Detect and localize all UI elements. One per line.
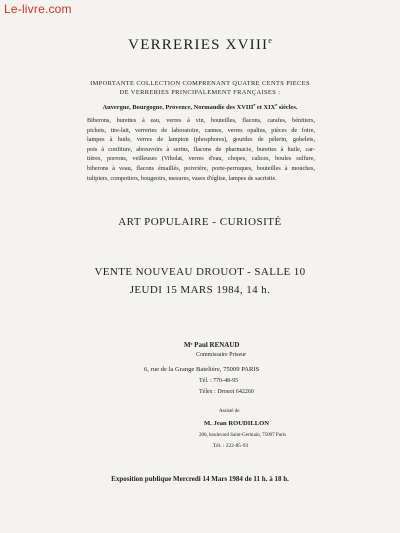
auctioneer-role: Commissaire Priseur (196, 352, 247, 358)
sale-venue: VENTE NOUVEAU DROUOT - SALLE 10 (94, 266, 306, 278)
items-line: tières, porrons, veilleuses (Viholat, verres d'eau, chopes, calices, boules sulfure, (87, 155, 315, 163)
title-superscript: e (268, 36, 272, 45)
expert-name: M. Jean ROUDILLON (204, 420, 270, 427)
items-line: pots à confiture, abreuvoirs à serins, flacons de pharmacie, burettes à huile, car- (87, 145, 315, 153)
items-line: tulipiers, compotiers, bougeoirs, mesures, vases d'église, lampes de sacristie. (87, 174, 277, 182)
regions-mid: et XIX (255, 104, 276, 112)
auctioneer-address: 6, rue de la Grange Batelière, 75009 PARIS (144, 366, 260, 373)
auctioneer-name: Mᵉ Paul RENAUD (184, 341, 240, 349)
art-populaire-heading: ART POPULAIRE - CURIOSITÉ (118, 216, 282, 228)
regions-end: siècles. (277, 104, 298, 112)
expert-tel: Tél. : 222-85-93 (213, 443, 249, 449)
site-watermark: Le-livre.com (4, 2, 72, 16)
exhibition-notice: Exposition publique Mercredi 14 Mars 1984 de 11 h. à 18 h. (111, 475, 289, 483)
items-line: lampes à huile, verres de lampion (phosphores), gourdes de pélerin, gobelets, (87, 136, 315, 144)
items-line: Biberons, burettes à eau, verres à vin, bouteilles, flacons, carafes, bénitiers, (87, 117, 315, 124)
items-paragraph (87, 116, 315, 183)
expert-address: 206, boulevard Saint-Germain, 75007 Paris (199, 433, 286, 438)
title-text: VERRERIES XVIII (128, 37, 269, 53)
items-line: biberons à veau, flacons émaillés, poivrière, porte-perruques, bouteilles à mouches, (87, 164, 315, 172)
assisted-by-label: Assisté de (219, 409, 240, 414)
regions-line (0, 102, 400, 111)
regions-sup-1: e (253, 102, 256, 107)
regions-sup-2: e (275, 102, 278, 107)
collection-subtitle-line-2: DE VERRERIES PRINCIPALEMENT FRANÇAISES : (119, 89, 281, 96)
collection-subtitle-line-1: IMPORTANTE COLLECTION COMPRENANT QUATRE CENTS PIECES (90, 80, 310, 87)
items-line: pichets, tire-lait, verreries de laboratoire, cannes, verres opalins, pièces de foire, (87, 126, 315, 134)
auctioneer-telex: Télex : Drouot 642260 (199, 389, 254, 395)
sale-date: JEUDI 15 MARS 1984, 14 h. (129, 284, 271, 296)
regions-text: Auvergne, Bourgogne, Provence, Normandie des XVIII (102, 104, 254, 112)
page-title (0, 36, 400, 54)
auctioneer-tel: Tél. : 770-48-95 (199, 378, 239, 384)
